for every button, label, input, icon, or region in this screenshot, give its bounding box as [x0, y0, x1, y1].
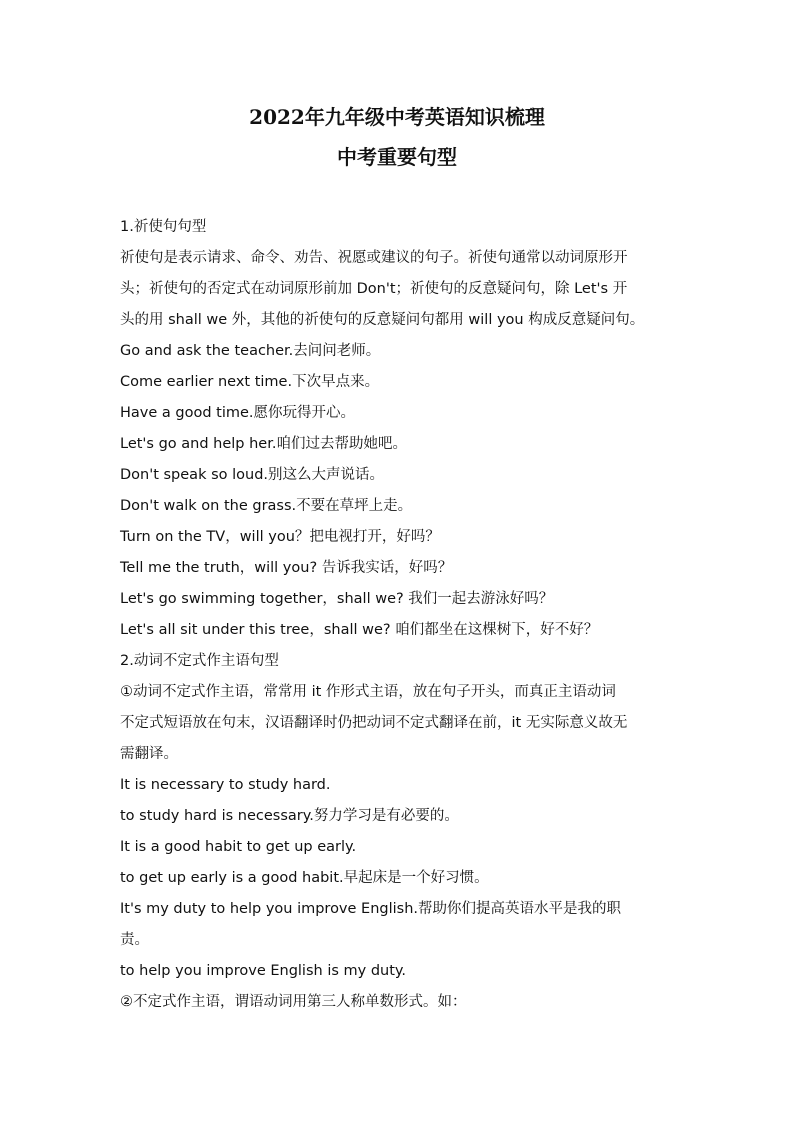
- example-sentence: Tell me the truth，will you? 告诉我实话，好吗？: [120, 560, 453, 576]
- example-sentence: Go and ask the teacher.去问问老师。: [120, 343, 381, 359]
- example-sentence: Let's go swimming together，shall we? 我们一起去游泳好吗？: [120, 591, 554, 607]
- document-title: 2022年九年级中考英语知识梳理: [249, 105, 545, 129]
- section-2-point-1-line: ①动词不定式作主语，常常用 it 作形式主语，放在句子开头，而真正主语动词: [120, 684, 616, 700]
- section-1-intro-line: 头的用 shall we 外，其他的祈使句的反意疑问句都用 will you 构成反意疑问句。: [120, 312, 645, 328]
- document-body: [120, 212, 680, 1018]
- example-sentence: Come earlier next time.下次早点来。: [120, 374, 380, 390]
- example-sentence: to get up early is a good habit.早起床是一个好习惯。: [120, 870, 489, 886]
- example-sentence: Have a good time.愿你玩得开心。: [120, 405, 356, 421]
- example-sentence: It's my duty to help you improve English.帮助你们提高英语水平是我的职: [120, 901, 622, 917]
- example-sentence: Don't speak so loud.别这么大声说话。: [120, 467, 385, 483]
- example-sentence: to study hard is necessary.努力学习是有必要的。: [120, 808, 459, 824]
- section-1-heading: 1.祈使句句型: [120, 219, 207, 235]
- example-sentence: Don't walk on the grass.不要在草坪上走。: [120, 498, 413, 514]
- section-1-intro-line: 头；祈使句的否定式在动词原形前加 Don't；祈使句的反意疑问句，除 Let's 开: [120, 281, 628, 297]
- section-2-point-1-line: 需翻译。: [120, 746, 178, 762]
- example-sentence: It is necessary to study hard.: [120, 777, 331, 793]
- section-2-heading: 2.动词不定式作主语句型: [120, 653, 279, 669]
- section-1-intro-line: 祈使句是表示请求、命令、劝告、祝愿或建议的句子。祈使句通常以动词原形开: [120, 250, 628, 266]
- document-subtitle: 中考重要句型: [337, 145, 457, 169]
- example-sentence: Let's go and help her.咱们过去帮助她吧。: [120, 436, 407, 452]
- example-sentence: Turn on the TV，will you？把电视打开，好吗？: [120, 529, 440, 545]
- section-2-point-2: ②不定式作主语，谓语动词用第三人称单数形式。如：: [120, 994, 467, 1010]
- example-sentence: It is a good habit to get up early.: [120, 839, 357, 855]
- section-2-point-1-line: 不定式短语放在句末，汉语翻译时仍把动词不定式翻译在前，it 无实际意义故无: [120, 715, 628, 731]
- example-sentence: 责。: [120, 932, 149, 948]
- example-sentence: to help you improve English is my duty.: [120, 963, 407, 979]
- example-sentence: Let's all sit under this tree，shall we? 咱们都坐在这棵树下，好不好？: [120, 622, 599, 638]
